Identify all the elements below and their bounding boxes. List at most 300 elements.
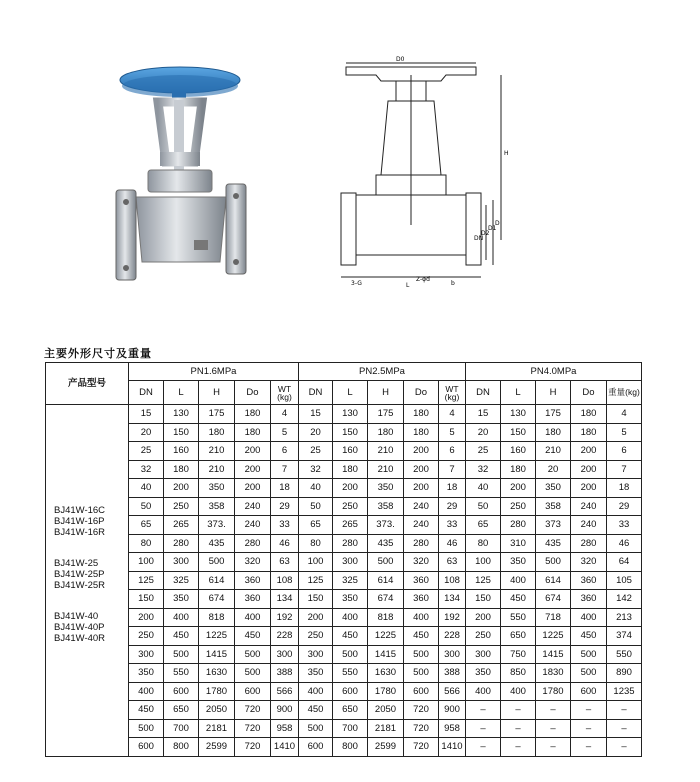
table-cell: 300 [333, 553, 368, 572]
model-name: BJ41W-40R [54, 633, 106, 644]
table-cell: 400 [164, 608, 199, 627]
table-cell: 850 [501, 664, 536, 683]
table-cell: 500 [333, 645, 368, 664]
table-cell: 1415 [536, 645, 571, 664]
table-cell: 100 [466, 553, 501, 572]
table-cell: 46 [439, 534, 466, 553]
table-cell: 400 [404, 608, 439, 627]
table-cell: 500 [571, 645, 607, 664]
table-cell: 388 [439, 664, 466, 683]
model-name: BJ41W-16C [54, 505, 106, 516]
table-cell: 350 [299, 664, 333, 683]
table-cell: 50 [299, 497, 333, 516]
table-cell: 2050 [199, 701, 235, 720]
table-row [46, 719, 642, 738]
label-d1: D1 [488, 225, 497, 232]
table-cell: 64 [607, 553, 642, 572]
table-cell: 2599 [199, 738, 235, 757]
table-cell: 1780 [368, 682, 404, 701]
table-cell: 130 [164, 405, 199, 424]
table-cell: 200 [129, 608, 164, 627]
table-cell: 300 [129, 645, 164, 664]
table-cell: – [501, 701, 536, 720]
table-cell: 500 [129, 719, 164, 738]
table-cell: 450 [235, 627, 271, 646]
table-cell: 65 [129, 516, 164, 535]
table-cell: 718 [536, 608, 571, 627]
table-row [46, 571, 642, 590]
table-cell: – [536, 719, 571, 738]
table-cell: 373 [536, 516, 571, 535]
table-cell: 150 [333, 423, 368, 442]
table-cell: 400 [129, 682, 164, 701]
group-pn16: PN1.6MPa [129, 363, 299, 381]
table-cell: 350 [164, 590, 199, 609]
table-cell: 700 [164, 719, 199, 738]
table-cell: 29 [607, 497, 642, 516]
table-cell: 280 [333, 534, 368, 553]
table-cell: 7 [439, 460, 466, 479]
table-cell: 280 [164, 534, 199, 553]
table-cell: 2181 [199, 719, 235, 738]
table-cell: 1415 [199, 645, 235, 664]
table-cell: 500 [536, 553, 571, 572]
label-dn: DN [474, 235, 484, 242]
col-l: L [164, 381, 199, 405]
table-cell: 125 [299, 571, 333, 590]
table-row [46, 645, 642, 664]
table-cell: 40 [466, 479, 501, 498]
col-l: L [501, 381, 536, 405]
table-cell: 750 [501, 645, 536, 664]
table-row [46, 664, 642, 683]
table-row [46, 738, 642, 757]
table-cell: 150 [164, 423, 199, 442]
table-cell: 100 [129, 553, 164, 572]
table-cell: 33 [439, 516, 466, 535]
table-cell: 6 [439, 442, 466, 461]
table-cell: 358 [368, 497, 404, 516]
table-cell: 800 [164, 738, 199, 757]
table-cell: 374 [607, 627, 642, 646]
table-cell: 150 [501, 423, 536, 442]
table-cell: 200 [501, 479, 536, 498]
table-cell: 720 [235, 738, 271, 757]
label-b: b [451, 280, 455, 287]
table-cell: 200 [235, 442, 271, 461]
table-cell: 200 [299, 608, 333, 627]
model-name: BJ41W-16R [54, 527, 106, 538]
model-list [46, 405, 129, 757]
table-cell: 1225 [536, 627, 571, 646]
table-cell: 15 [299, 405, 333, 424]
valve-drawing [326, 55, 536, 300]
col-h: H [368, 381, 404, 405]
table-cell: 125 [129, 571, 164, 590]
table-cell: 50 [466, 497, 501, 516]
table-cell: 450 [299, 701, 333, 720]
label-d2: D2 [481, 230, 490, 237]
table-cell: 800 [333, 738, 368, 757]
table-cell: 180 [571, 423, 607, 442]
label-do: D0 [396, 56, 405, 63]
table-cell: 400 [235, 608, 271, 627]
table-cell: 175 [536, 405, 571, 424]
table-cell: 18 [439, 479, 466, 498]
table-cell: 280 [501, 516, 536, 535]
table-cell: – [466, 719, 501, 738]
table-cell: 200 [333, 479, 368, 498]
table-cell: 150 [299, 590, 333, 609]
table-cell: 1225 [368, 627, 404, 646]
table-cell: 7 [271, 460, 299, 479]
table-cell: 650 [164, 701, 199, 720]
table-cell: 20 [299, 423, 333, 442]
table-cell: 100 [299, 553, 333, 572]
table-cell: 18 [607, 479, 642, 498]
table-cell: 400 [501, 571, 536, 590]
table-cell: 200 [404, 460, 439, 479]
table-cell: 600 [333, 682, 368, 701]
table-cell: 210 [368, 442, 404, 461]
table-cell: 25 [299, 442, 333, 461]
table-cell: 720 [404, 719, 439, 738]
table-cell: 4 [271, 405, 299, 424]
table-cell: 25 [466, 442, 501, 461]
table-cell: 32 [466, 460, 501, 479]
table-cell: 300 [164, 553, 199, 572]
table-cell: 350 [368, 479, 404, 498]
table-cell: 80 [299, 534, 333, 553]
table-title: 主要外形尺寸及重量 [44, 347, 152, 360]
table-cell: 228 [439, 627, 466, 646]
table-cell: 360 [571, 571, 607, 590]
table-cell: 192 [271, 608, 299, 627]
table-cell: 200 [164, 479, 199, 498]
table-cell: 6 [271, 442, 299, 461]
col-wt: WT (kg) [439, 381, 466, 405]
table-cell: – [571, 738, 607, 757]
table-cell: 32 [129, 460, 164, 479]
table-cell: 650 [333, 701, 368, 720]
table-cell: 50 [129, 497, 164, 516]
label-l: L [406, 282, 410, 289]
table-cell: 7 [607, 460, 642, 479]
model-header: 产品型号 [46, 363, 129, 405]
table-cell: 320 [404, 553, 439, 572]
table-cell: 550 [607, 645, 642, 664]
table-cell: 200 [235, 460, 271, 479]
table-cell: 674 [368, 590, 404, 609]
table-cell: 210 [368, 460, 404, 479]
table-cell: 720 [404, 701, 439, 720]
table-cell: 280 [571, 534, 607, 553]
table-cell: 1780 [199, 682, 235, 701]
table-cell: 958 [271, 719, 299, 738]
table-cell: 46 [607, 534, 642, 553]
table-cell: 105 [607, 571, 642, 590]
table-cell: 180 [199, 423, 235, 442]
table-cell: 125 [466, 571, 501, 590]
col-dn: DN [466, 381, 501, 405]
table-cell: 500 [299, 719, 333, 738]
table-row [46, 479, 642, 498]
table-cell: 566 [439, 682, 466, 701]
table-cell: – [536, 701, 571, 720]
col-l: L [333, 381, 368, 405]
col-wt: WT (kg) [271, 381, 299, 405]
model-name: BJ41W-16P [54, 516, 105, 527]
table-cell: 1410 [439, 738, 466, 757]
table-row [46, 682, 642, 701]
label-h: H [504, 150, 509, 157]
table-row [46, 442, 642, 461]
table-cell: 134 [271, 590, 299, 609]
label-d: D [495, 220, 500, 227]
table-cell: 450 [129, 701, 164, 720]
table-cell: 134 [439, 590, 466, 609]
model-name: BJ41W-25 [54, 558, 99, 569]
table-cell: – [607, 701, 642, 720]
table-cell: 500 [235, 664, 271, 683]
table-row [46, 460, 642, 479]
table-cell: 650 [501, 627, 536, 646]
table-cell: 29 [439, 497, 466, 516]
col-do: Do [235, 381, 271, 405]
table-cell: 180 [368, 423, 404, 442]
col-dn: DN [299, 381, 333, 405]
table-cell: – [536, 738, 571, 757]
table-cell: 1630 [199, 664, 235, 683]
col-dn: DN [129, 381, 164, 405]
table-cell: 15 [466, 405, 501, 424]
table-cell: 65 [299, 516, 333, 535]
table-row [46, 701, 642, 720]
table-cell: 900 [271, 701, 299, 720]
table-cell: 400 [501, 682, 536, 701]
table-cell: 500 [404, 664, 439, 683]
table-cell: – [466, 738, 501, 757]
table-cell: 5 [271, 423, 299, 442]
table-cell: 400 [333, 608, 368, 627]
table-cell: 32 [299, 460, 333, 479]
table-cell: – [607, 719, 642, 738]
table-cell: 720 [404, 738, 439, 757]
table-cell: 265 [164, 516, 199, 535]
label-bolt: 3-G [351, 280, 362, 287]
table-cell: 130 [333, 405, 368, 424]
table-cell: 500 [571, 664, 607, 683]
table-cell: – [501, 738, 536, 757]
table-cell: 108 [271, 571, 299, 590]
table-cell: – [501, 719, 536, 738]
table-cell: 674 [199, 590, 235, 609]
table-cell: 213 [607, 608, 642, 627]
table-cell: 350 [536, 479, 571, 498]
table-cell: 250 [164, 497, 199, 516]
spec-table [45, 362, 642, 757]
table-cell: 358 [536, 497, 571, 516]
table-cell: 325 [333, 571, 368, 590]
table-cell: 600 [571, 682, 607, 701]
table-cell: 180 [333, 460, 368, 479]
table-cell: 240 [235, 497, 271, 516]
table-cell: 360 [235, 590, 271, 609]
table-row [46, 423, 642, 442]
table-row [46, 534, 642, 553]
table-cell: 240 [571, 516, 607, 535]
table-cell: 500 [235, 645, 271, 664]
table-cell: 600 [129, 738, 164, 757]
table-cell: 200 [466, 608, 501, 627]
table-cell: 2181 [368, 719, 404, 738]
table-cell: 250 [501, 497, 536, 516]
table-cell: 600 [164, 682, 199, 701]
table-cell: 46 [271, 534, 299, 553]
table-row [46, 590, 642, 609]
table-cell: 1415 [368, 645, 404, 664]
table-cell: 192 [439, 608, 466, 627]
table-cell: 373. [199, 516, 235, 535]
table-cell: 228 [271, 627, 299, 646]
table-cell: 2599 [368, 738, 404, 757]
table-cell: 400 [571, 608, 607, 627]
table-cell: 200 [571, 460, 607, 479]
col-do: Do [571, 381, 607, 405]
table-cell: 40 [299, 479, 333, 498]
table-row [46, 608, 642, 627]
table-cell: 435 [199, 534, 235, 553]
table-cell: 180 [404, 423, 439, 442]
table-cell: 6 [607, 442, 642, 461]
table-cell: 40 [129, 479, 164, 498]
col-h: H [536, 381, 571, 405]
table-cell: 80 [129, 534, 164, 553]
table-cell: 200 [404, 479, 439, 498]
table-cell: 160 [333, 442, 368, 461]
model-name: BJ41W-25R [54, 580, 106, 591]
table-cell: 200 [404, 442, 439, 461]
table-cell: – [466, 701, 501, 720]
table-cell: 1630 [368, 664, 404, 683]
table-cell: – [571, 701, 607, 720]
table-cell: 240 [404, 516, 439, 535]
table-cell: 180 [571, 405, 607, 424]
col-h: H [199, 381, 235, 405]
table-cell: 108 [439, 571, 466, 590]
table-cell: 614 [536, 571, 571, 590]
table-cell: 310 [501, 534, 536, 553]
table-cell: 240 [404, 497, 439, 516]
table-cell: 280 [404, 534, 439, 553]
table-row [46, 405, 642, 424]
table-cell: 63 [271, 553, 299, 572]
table-cell: 360 [404, 590, 439, 609]
table-cell: – [571, 719, 607, 738]
table-cell: 300 [299, 645, 333, 664]
table-cell: 15 [129, 405, 164, 424]
table-cell: 160 [501, 442, 536, 461]
table-cell: 4 [607, 405, 642, 424]
table-cell: 130 [501, 405, 536, 424]
table-cell: 500 [404, 645, 439, 664]
table-cell: 25 [129, 442, 164, 461]
table-cell: 150 [466, 590, 501, 609]
table-cell: 1225 [199, 627, 235, 646]
table-cell: 614 [368, 571, 404, 590]
table-cell: 200 [235, 479, 271, 498]
table-cell: 29 [271, 497, 299, 516]
table-cell: 900 [439, 701, 466, 720]
model-name: BJ41W-40 [54, 611, 99, 622]
table-cell: 500 [199, 553, 235, 572]
table-cell: 450 [501, 590, 536, 609]
table-cell: 890 [607, 664, 642, 683]
table-cell: 1410 [271, 738, 299, 757]
table-cell: 20 [466, 423, 501, 442]
table-cell: 674 [536, 590, 571, 609]
table-cell: 300 [466, 645, 501, 664]
table-cell: 320 [235, 553, 271, 572]
table-cell: 325 [164, 571, 199, 590]
table-cell: 210 [199, 460, 235, 479]
table-row [46, 516, 642, 535]
table-cell: 175 [368, 405, 404, 424]
table-cell: 180 [501, 460, 536, 479]
table-cell: 5 [439, 423, 466, 442]
table-row [46, 553, 642, 572]
table-cell: 250 [299, 627, 333, 646]
table-cell: 720 [235, 701, 271, 720]
table-cell: 63 [439, 553, 466, 572]
col-weight: 重量(kg) [607, 381, 642, 405]
group-pn25: PN2.5MPa [299, 363, 466, 381]
table-cell: 358 [199, 497, 235, 516]
table-cell: 150 [129, 590, 164, 609]
table-cell: 250 [466, 627, 501, 646]
table-cell: 180 [536, 423, 571, 442]
table-cell: 373. [368, 516, 404, 535]
table-cell: 180 [164, 460, 199, 479]
table-cell: 566 [271, 682, 299, 701]
table-cell: 435 [368, 534, 404, 553]
table-cell: 33 [607, 516, 642, 535]
table-cell: 818 [368, 608, 404, 627]
table-cell: 600 [404, 682, 439, 701]
table-cell: 142 [607, 590, 642, 609]
table-cell: 360 [235, 571, 271, 590]
table-cell: 175 [199, 405, 235, 424]
col-do: Do [404, 381, 439, 405]
table-cell: 20 [129, 423, 164, 442]
table-cell: 80 [466, 534, 501, 553]
label-holes: Z-φd [416, 276, 430, 283]
table-cell: 160 [164, 442, 199, 461]
table-cell: 500 [368, 553, 404, 572]
table-cell: 400 [299, 682, 333, 701]
group-pn40: PN4.0MPa [466, 363, 642, 381]
table-cell: 210 [199, 442, 235, 461]
table-cell: 350 [129, 664, 164, 683]
table-cell: 1235 [607, 682, 642, 701]
table-cell: 550 [501, 608, 536, 627]
table-cell: 20 [536, 460, 571, 479]
valve-photo [108, 62, 258, 292]
table-cell: 700 [333, 719, 368, 738]
table-cell: 65 [466, 516, 501, 535]
table-cell: 240 [571, 497, 607, 516]
table-cell: 250 [333, 497, 368, 516]
